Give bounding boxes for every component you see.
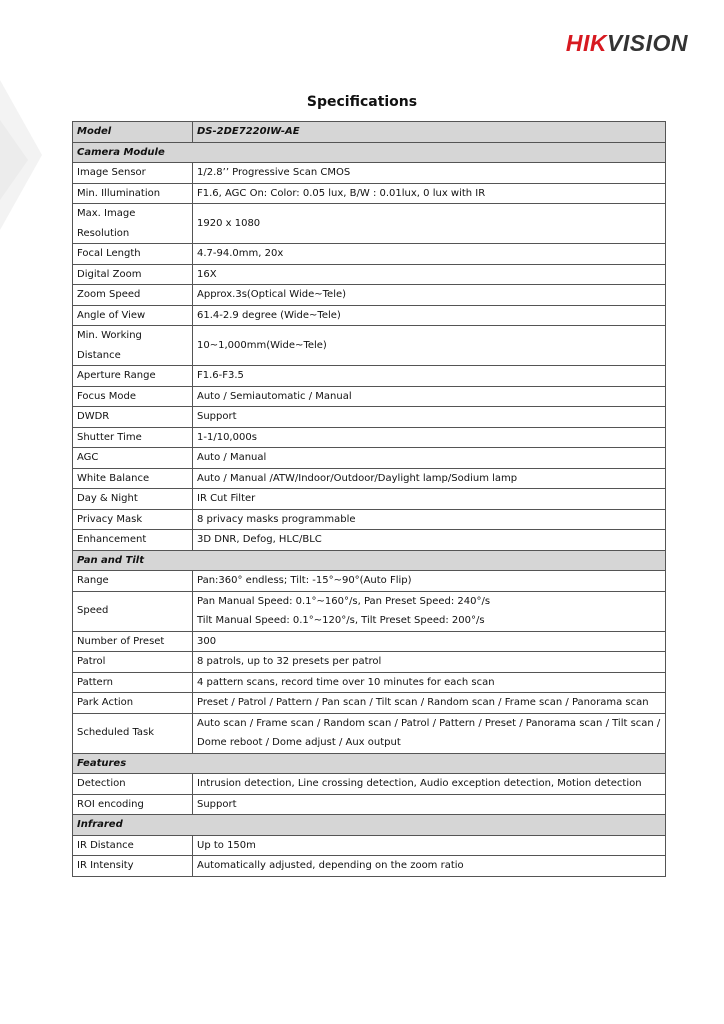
spec-row: [73, 264, 666, 285]
spec-value-line: Intrusion detection, Line crossing detection, Audio exception detection, Motion detection: [197, 778, 642, 789]
spec-value-line: IR Cut Filter: [197, 493, 256, 504]
spec-label: Focal Length: [73, 244, 193, 265]
spec-value-line: 1-1/10,000s: [197, 431, 257, 443]
spec-value: [193, 652, 666, 673]
spec-row: [73, 386, 666, 407]
spec-row: [73, 571, 666, 592]
spec-value: [193, 591, 666, 631]
spec-label: Shutter Time: [73, 427, 193, 448]
spec-row: [73, 468, 666, 489]
spec-value-line: Dome reboot / Dome adjust / Aux output: [197, 737, 401, 748]
model-label: Model: [73, 122, 193, 143]
spec-row: [73, 489, 666, 510]
spec-value: [193, 631, 666, 652]
section-header-row: [73, 550, 666, 571]
spec-value-line: Preset / Patrol / Pattern / Pan scan / Tilt scan / Random scan / Frame scan / Panorama scan: [197, 697, 649, 708]
spec-value: [193, 386, 666, 407]
spec-row: [73, 204, 666, 244]
section-title: Pan and Tilt: [73, 550, 666, 571]
spec-value-line: Approx.3s(Optical Wide~Tele): [197, 289, 347, 300]
spec-row: [73, 693, 666, 714]
spec-row: [73, 794, 666, 815]
spec-value-line: Auto / Semiautomatic / Manual: [197, 390, 352, 402]
spec-value-line: Support: [197, 411, 237, 422]
spec-row: [73, 366, 666, 387]
spec-value-line: Pan Manual Speed: 0.1°~160°/s, Pan Preset Speed: 240°/s: [197, 595, 491, 607]
spec-value-line: Auto scan / Frame scan / Random scan / Patrol / Pattern / Preset / Panorama scan / Tilt scan /: [197, 717, 661, 729]
section-title: Infrared: [73, 815, 666, 836]
spec-value: [193, 244, 666, 265]
spec-label: Day & Night: [73, 489, 193, 510]
section-title: Camera Module: [73, 142, 666, 163]
spec-row: [73, 244, 666, 265]
spec-value: [193, 285, 666, 306]
spec-label: Patrol: [73, 652, 193, 673]
spec-label: Scheduled Task: [73, 713, 193, 753]
spec-value: [193, 794, 666, 815]
spec-value: [193, 672, 666, 693]
spec-value: [193, 489, 666, 510]
spec-label: Max. Image Resolution: [73, 204, 193, 244]
spec-row: [73, 427, 666, 448]
spec-value-line: 61.4-2.9 degree (Wide~Tele): [197, 309, 341, 321]
spec-label: Min. Working Distance: [73, 326, 193, 366]
spec-label: Aperture Range: [73, 366, 193, 387]
spec-row: [73, 183, 666, 204]
spec-label: IR Distance: [73, 835, 193, 856]
spec-label: Range: [73, 571, 193, 592]
spec-value-line: Support: [197, 798, 237, 810]
spec-value-line: 8 privacy masks programmable: [197, 513, 356, 525]
spec-label: ROI encoding: [73, 794, 193, 815]
spec-row: [73, 591, 666, 631]
hikvision-logo: HIKVISION: [565, 30, 688, 56]
spec-value-line: 3D DNR, Defog, HLC/BLC: [197, 534, 322, 545]
spec-row: [73, 285, 666, 306]
specifications-table: [72, 121, 666, 877]
spec-value: [193, 264, 666, 285]
spec-value: [193, 407, 666, 428]
spec-row: [73, 326, 666, 366]
spec-value: [193, 326, 666, 366]
spec-value: [193, 163, 666, 184]
spec-row: [73, 305, 666, 326]
spec-label: Image Sensor: [73, 163, 193, 184]
spec-value-line: F1.6, AGC On: Color: 0.05 lux, B/W : 0.01lux, 0 lux with IR: [197, 187, 486, 199]
spec-row: [73, 856, 666, 877]
section-header-row: [73, 753, 666, 774]
spec-value: [193, 774, 666, 795]
spec-value-line: F1.6-F3.5: [197, 370, 244, 381]
spec-row: [73, 835, 666, 856]
spec-value: [193, 448, 666, 469]
section-header-row: [73, 142, 666, 163]
spec-row: [73, 652, 666, 673]
spec-value: [193, 204, 666, 244]
spec-row: [73, 713, 666, 753]
model-value: DS-2DE7220IW-AE: [193, 122, 666, 143]
decorative-watermark-shape: [0, 60, 60, 240]
spec-row: [73, 774, 666, 795]
spec-row: [73, 530, 666, 551]
spec-value: [193, 693, 666, 714]
spec-value: [193, 468, 666, 489]
spec-value-line: 1/2.8’’ Progressive Scan CMOS: [197, 167, 351, 178]
spec-label: Min. Illumination: [73, 183, 193, 204]
spec-value-line: Pan:360° endless; Tilt: -15°~90°(Auto Flip): [197, 575, 412, 586]
spec-value-line: 4 pattern scans, record time over 10 minutes for each scan: [197, 676, 495, 688]
spec-label: Pattern: [73, 672, 193, 693]
spec-value: [193, 856, 666, 877]
spec-row: [73, 448, 666, 469]
spec-value-line: 8 patrols, up to 32 presets per patrol: [197, 656, 382, 667]
spec-label: Angle of View: [73, 305, 193, 326]
spec-value-line: 300: [197, 635, 217, 647]
spec-label: Park Action: [73, 693, 193, 714]
spec-value: [193, 305, 666, 326]
spec-label: IR Intensity: [73, 856, 193, 877]
spec-label: Detection: [73, 774, 193, 795]
spec-row: [73, 163, 666, 184]
section-header-row: [73, 815, 666, 836]
section-title: Features: [73, 753, 666, 774]
spec-value: [193, 183, 666, 204]
spec-row: [73, 407, 666, 428]
spec-value-line: 4.7-94.0mm, 20x: [197, 248, 284, 259]
spec-label: Speed: [73, 591, 193, 631]
spec-value-line: 1920 x 1080: [197, 217, 261, 229]
spec-label: DWDR: [73, 407, 193, 428]
spec-label: Zoom Speed: [73, 285, 193, 306]
spec-value: [193, 571, 666, 592]
model-header-row: [73, 122, 666, 143]
spec-value-line: 16X: [197, 268, 217, 280]
spec-value-line: Tilt Manual Speed: 0.1°~120°/s, Tilt Preset Speed: 200°/s: [197, 615, 485, 626]
spec-value-line: 10~1,000mm(Wide~Tele): [197, 339, 327, 351]
spec-row: [73, 631, 666, 652]
spec-value: [193, 530, 666, 551]
spec-label: Enhancement: [73, 530, 193, 551]
spec-value-line: Auto / Manual /ATW/Indoor/Outdoor/Daylight lamp/Sodium lamp: [197, 472, 518, 484]
spec-label: Privacy Mask: [73, 509, 193, 530]
spec-value: [193, 713, 666, 753]
spec-value-line: Automatically adjusted, depending on the zoom ratio: [197, 860, 464, 871]
spec-value: [193, 427, 666, 448]
spec-label: Number of Preset: [73, 631, 193, 652]
spec-value-line: Up to 150m: [197, 839, 256, 851]
spec-row: [73, 509, 666, 530]
spec-label: Digital Zoom: [73, 264, 193, 285]
spec-label: AGC: [73, 448, 193, 469]
spec-value: [193, 835, 666, 856]
spec-value: [193, 366, 666, 387]
spec-label: White Balance: [73, 468, 193, 489]
page-title: Specifications: [306, 94, 418, 110]
spec-row: [73, 672, 666, 693]
spec-value: [193, 509, 666, 530]
spec-value-line: Auto / Manual: [197, 452, 267, 463]
spec-label: Focus Mode: [73, 386, 193, 407]
